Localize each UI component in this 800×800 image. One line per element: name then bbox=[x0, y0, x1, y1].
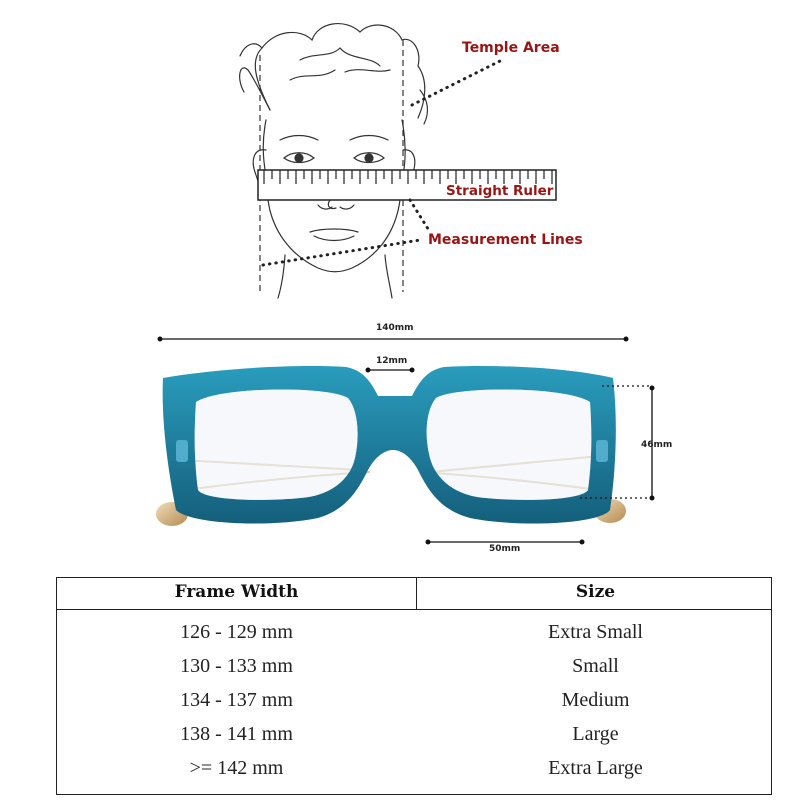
left-lens bbox=[195, 389, 358, 499]
frame-width-column-header: Frame Width bbox=[174, 582, 299, 602]
table-row-size: Medium bbox=[561, 689, 630, 711]
lens-width-dimension-label: 50mm bbox=[489, 544, 521, 554]
bridge-dimension-label: 12mm bbox=[376, 356, 408, 366]
temple-area-callout: Temple Area bbox=[462, 40, 560, 56]
measurement-lines-callout: Measurement Lines bbox=[428, 232, 583, 248]
table-row-width: 130 - 133 mm bbox=[180, 655, 293, 677]
table-row-width: >= 142 mm bbox=[189, 757, 284, 779]
lens-height-dimension-label: 46mm bbox=[641, 440, 673, 450]
frame-width-dimension-label: 140mm bbox=[376, 323, 414, 333]
face-measurement-illustration bbox=[0, 0, 800, 300]
table-row-width: 126 - 129 mm bbox=[180, 621, 293, 643]
table-row-width: 134 - 137 mm bbox=[180, 689, 293, 711]
straight-ruler-label: Straight Ruler bbox=[446, 183, 554, 199]
right-lens bbox=[427, 389, 592, 499]
table-row-width: 138 - 141 mm bbox=[180, 723, 293, 745]
table-row-size: Small bbox=[572, 655, 619, 677]
eyeglasses-dimension-diagram bbox=[0, 310, 800, 570]
table-row-size: Extra Large bbox=[548, 757, 643, 779]
table-row-size: Large bbox=[572, 723, 619, 745]
size-chart-table bbox=[56, 577, 772, 795]
table-row-size: Extra Small bbox=[548, 621, 643, 643]
size-column-header: Size bbox=[575, 582, 616, 602]
